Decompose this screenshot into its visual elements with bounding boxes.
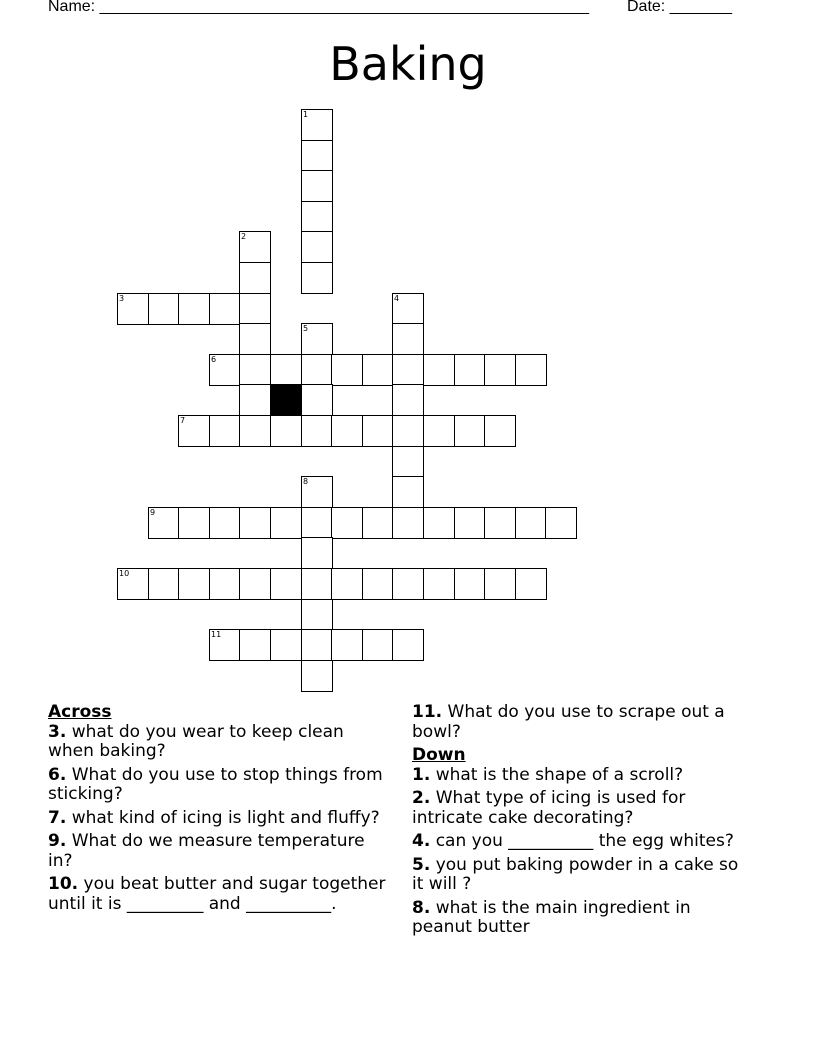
grid-cell[interactable]	[331, 354, 363, 386]
grid-cell[interactable]	[484, 568, 516, 600]
clue-number: 11.	[412, 702, 443, 722]
clue-text: you beat butter and sugar together until it is _________ and __________.	[48, 874, 386, 914]
clue-number-label: 3	[119, 294, 125, 303]
grid-cell[interactable]	[392, 629, 424, 661]
clue-down-2	[412, 789, 752, 828]
grid-cell[interactable]	[301, 201, 333, 233]
clue-across-10	[48, 875, 388, 914]
grid-cell[interactable]	[331, 629, 363, 661]
grid-cell[interactable]	[392, 568, 424, 600]
grid-cell[interactable]	[362, 354, 394, 386]
grid-cell[interactable]	[301, 568, 333, 600]
clue-number-label: 1	[303, 110, 309, 119]
grid-cell[interactable]	[239, 415, 271, 447]
grid-cell[interactable]	[301, 415, 333, 447]
clue-number-label: 5	[303, 324, 309, 333]
clue-down-4	[412, 832, 752, 852]
grid-block	[270, 384, 302, 416]
grid-cell[interactable]	[209, 354, 241, 386]
grid-cell[interactable]	[362, 507, 394, 539]
clue-down-8	[412, 899, 752, 938]
grid-cell[interactable]	[301, 660, 333, 692]
clue-text: what do you wear to keep clean when baking?	[48, 721, 344, 761]
clue-text: What do you use to scrape out a bowl?	[412, 702, 725, 742]
grid-cell[interactable]	[392, 293, 424, 325]
grid-cell[interactable]	[301, 170, 333, 202]
grid-cell[interactable]	[515, 507, 547, 539]
grid-cell[interactable]	[148, 293, 180, 325]
grid-cell[interactable]	[239, 323, 271, 355]
grid-cell[interactable]	[301, 629, 333, 661]
grid-cell[interactable]	[392, 323, 424, 355]
grid-cell[interactable]	[301, 262, 333, 294]
grid-cell[interactable]	[454, 354, 486, 386]
grid-cell[interactable]	[270, 507, 302, 539]
grid-cell[interactable]	[239, 354, 271, 386]
grid-cell[interactable]	[239, 568, 271, 600]
clue-number: 9.	[48, 831, 67, 851]
grid-cell[interactable]	[209, 568, 241, 600]
clue-number: 6.	[48, 764, 67, 785]
clue-across-9	[48, 832, 388, 871]
grid-cell[interactable]	[331, 568, 363, 600]
grid-cell[interactable]	[515, 568, 547, 600]
grid-cell[interactable]	[209, 507, 241, 539]
grid-cell[interactable]	[301, 476, 333, 508]
grid-cell[interactable]	[484, 507, 516, 539]
grid-cell[interactable]	[148, 507, 180, 539]
grid-cell[interactable]	[392, 446, 424, 478]
name-field-label: Name: _______________________________________________________	[48, 0, 589, 15]
grid-cell[interactable]	[362, 629, 394, 661]
grid-cell[interactable]	[301, 384, 333, 416]
grid-cell[interactable]	[484, 415, 516, 447]
clue-number: 5.	[412, 854, 431, 875]
down-heading: Down	[412, 745, 466, 765]
grid-cell[interactable]	[209, 629, 241, 661]
across-heading: Across	[48, 702, 112, 722]
grid-cell[interactable]	[423, 354, 455, 386]
clue-number: 7.	[48, 807, 67, 828]
clue-number: 8.	[412, 897, 431, 918]
grid-cell[interactable]	[545, 507, 577, 539]
clue-number: 4.	[412, 831, 431, 851]
clue-number-label: 9	[150, 508, 156, 517]
grid-cell[interactable]	[423, 568, 455, 600]
grid-cell[interactable]	[239, 262, 271, 294]
clue-across-7	[48, 809, 388, 829]
grid-cell[interactable]	[117, 568, 149, 600]
grid-cell[interactable]	[423, 507, 455, 539]
grid-cell[interactable]	[301, 323, 333, 355]
clue-text: What do you use to stop things from sticking?	[48, 764, 383, 804]
clue-text: what kind of icing is light and fluffy?	[71, 807, 380, 828]
clue-number: 2.	[412, 788, 431, 808]
clue-across-11	[412, 703, 752, 742]
grid-cell[interactable]	[270, 568, 302, 600]
clues-right-column	[412, 703, 752, 942]
clue-down-5	[412, 856, 752, 895]
grid-cell[interactable]	[301, 507, 333, 539]
grid-cell[interactable]	[239, 231, 271, 263]
clue-number-label: 7	[180, 416, 186, 425]
clue-text: What type of icing is used for intricate cake decorating?	[412, 788, 686, 828]
grid-cell[interactable]	[484, 354, 516, 386]
page-title: Baking	[329, 37, 487, 91]
grid-cell[interactable]	[270, 629, 302, 661]
grid-cell[interactable]	[178, 293, 210, 325]
grid-cell[interactable]	[301, 599, 333, 631]
clue-number-label: 11	[211, 630, 222, 639]
clue-number: 3.	[48, 721, 67, 742]
grid-cell[interactable]	[117, 293, 149, 325]
clue-across-6	[48, 766, 388, 805]
grid-cell[interactable]	[515, 354, 547, 386]
grid-cell[interactable]	[301, 109, 333, 141]
clue-text: you put baking powder in a cake so it will ?	[412, 854, 739, 894]
clue-text: what is the shape of a scroll?	[435, 764, 684, 785]
grid-cell[interactable]	[239, 629, 271, 661]
grid-cell[interactable]	[392, 384, 424, 416]
grid-cell[interactable]	[362, 415, 394, 447]
grid-cell[interactable]	[270, 354, 302, 386]
grid-cell[interactable]	[331, 507, 363, 539]
grid-cell[interactable]	[301, 140, 333, 172]
clue-down-1	[412, 766, 752, 786]
clue-number: 10.	[48, 874, 79, 894]
grid-cell[interactable]	[178, 507, 210, 539]
clue-text: can you __________ the egg whites?	[435, 831, 734, 851]
grid-cell[interactable]	[209, 293, 241, 325]
grid-cell[interactable]	[301, 231, 333, 263]
grid-cell[interactable]	[178, 568, 210, 600]
clue-number: 1.	[412, 764, 431, 785]
grid-cell[interactable]	[454, 507, 486, 539]
grid-cell[interactable]	[423, 415, 455, 447]
grid-cell[interactable]	[301, 537, 333, 569]
grid-cell[interactable]	[239, 293, 271, 325]
grid-cell[interactable]	[454, 568, 486, 600]
grid-cell[interactable]	[392, 354, 424, 386]
clue-number-label: 6	[211, 355, 217, 364]
clue-number-label: 2	[241, 232, 247, 241]
grid-cell[interactable]	[270, 415, 302, 447]
grid-cell[interactable]	[392, 415, 424, 447]
clue-number-label: 8	[303, 477, 309, 486]
grid-cell[interactable]	[301, 354, 333, 386]
grid-cell[interactable]	[392, 507, 424, 539]
date-field-label: Date: _______	[627, 0, 732, 15]
grid-cell[interactable]	[239, 507, 271, 539]
grid-cell[interactable]	[331, 415, 363, 447]
grid-cell[interactable]	[148, 568, 180, 600]
grid-cell[interactable]	[209, 415, 241, 447]
clue-number-label: 10	[119, 569, 130, 578]
grid-cell[interactable]	[239, 384, 271, 416]
clue-across-3	[48, 723, 388, 762]
clue-text: what is the main ingredient in peanut butter	[412, 897, 691, 937]
clue-text: What do we measure temperature in?	[48, 831, 365, 871]
clue-number-label: 4	[394, 294, 400, 303]
grid-cell[interactable]	[454, 415, 486, 447]
grid-cell[interactable]	[392, 476, 424, 508]
grid-cell[interactable]	[178, 415, 210, 447]
clues-left-column	[48, 703, 388, 918]
grid-cell[interactable]	[362, 568, 394, 600]
